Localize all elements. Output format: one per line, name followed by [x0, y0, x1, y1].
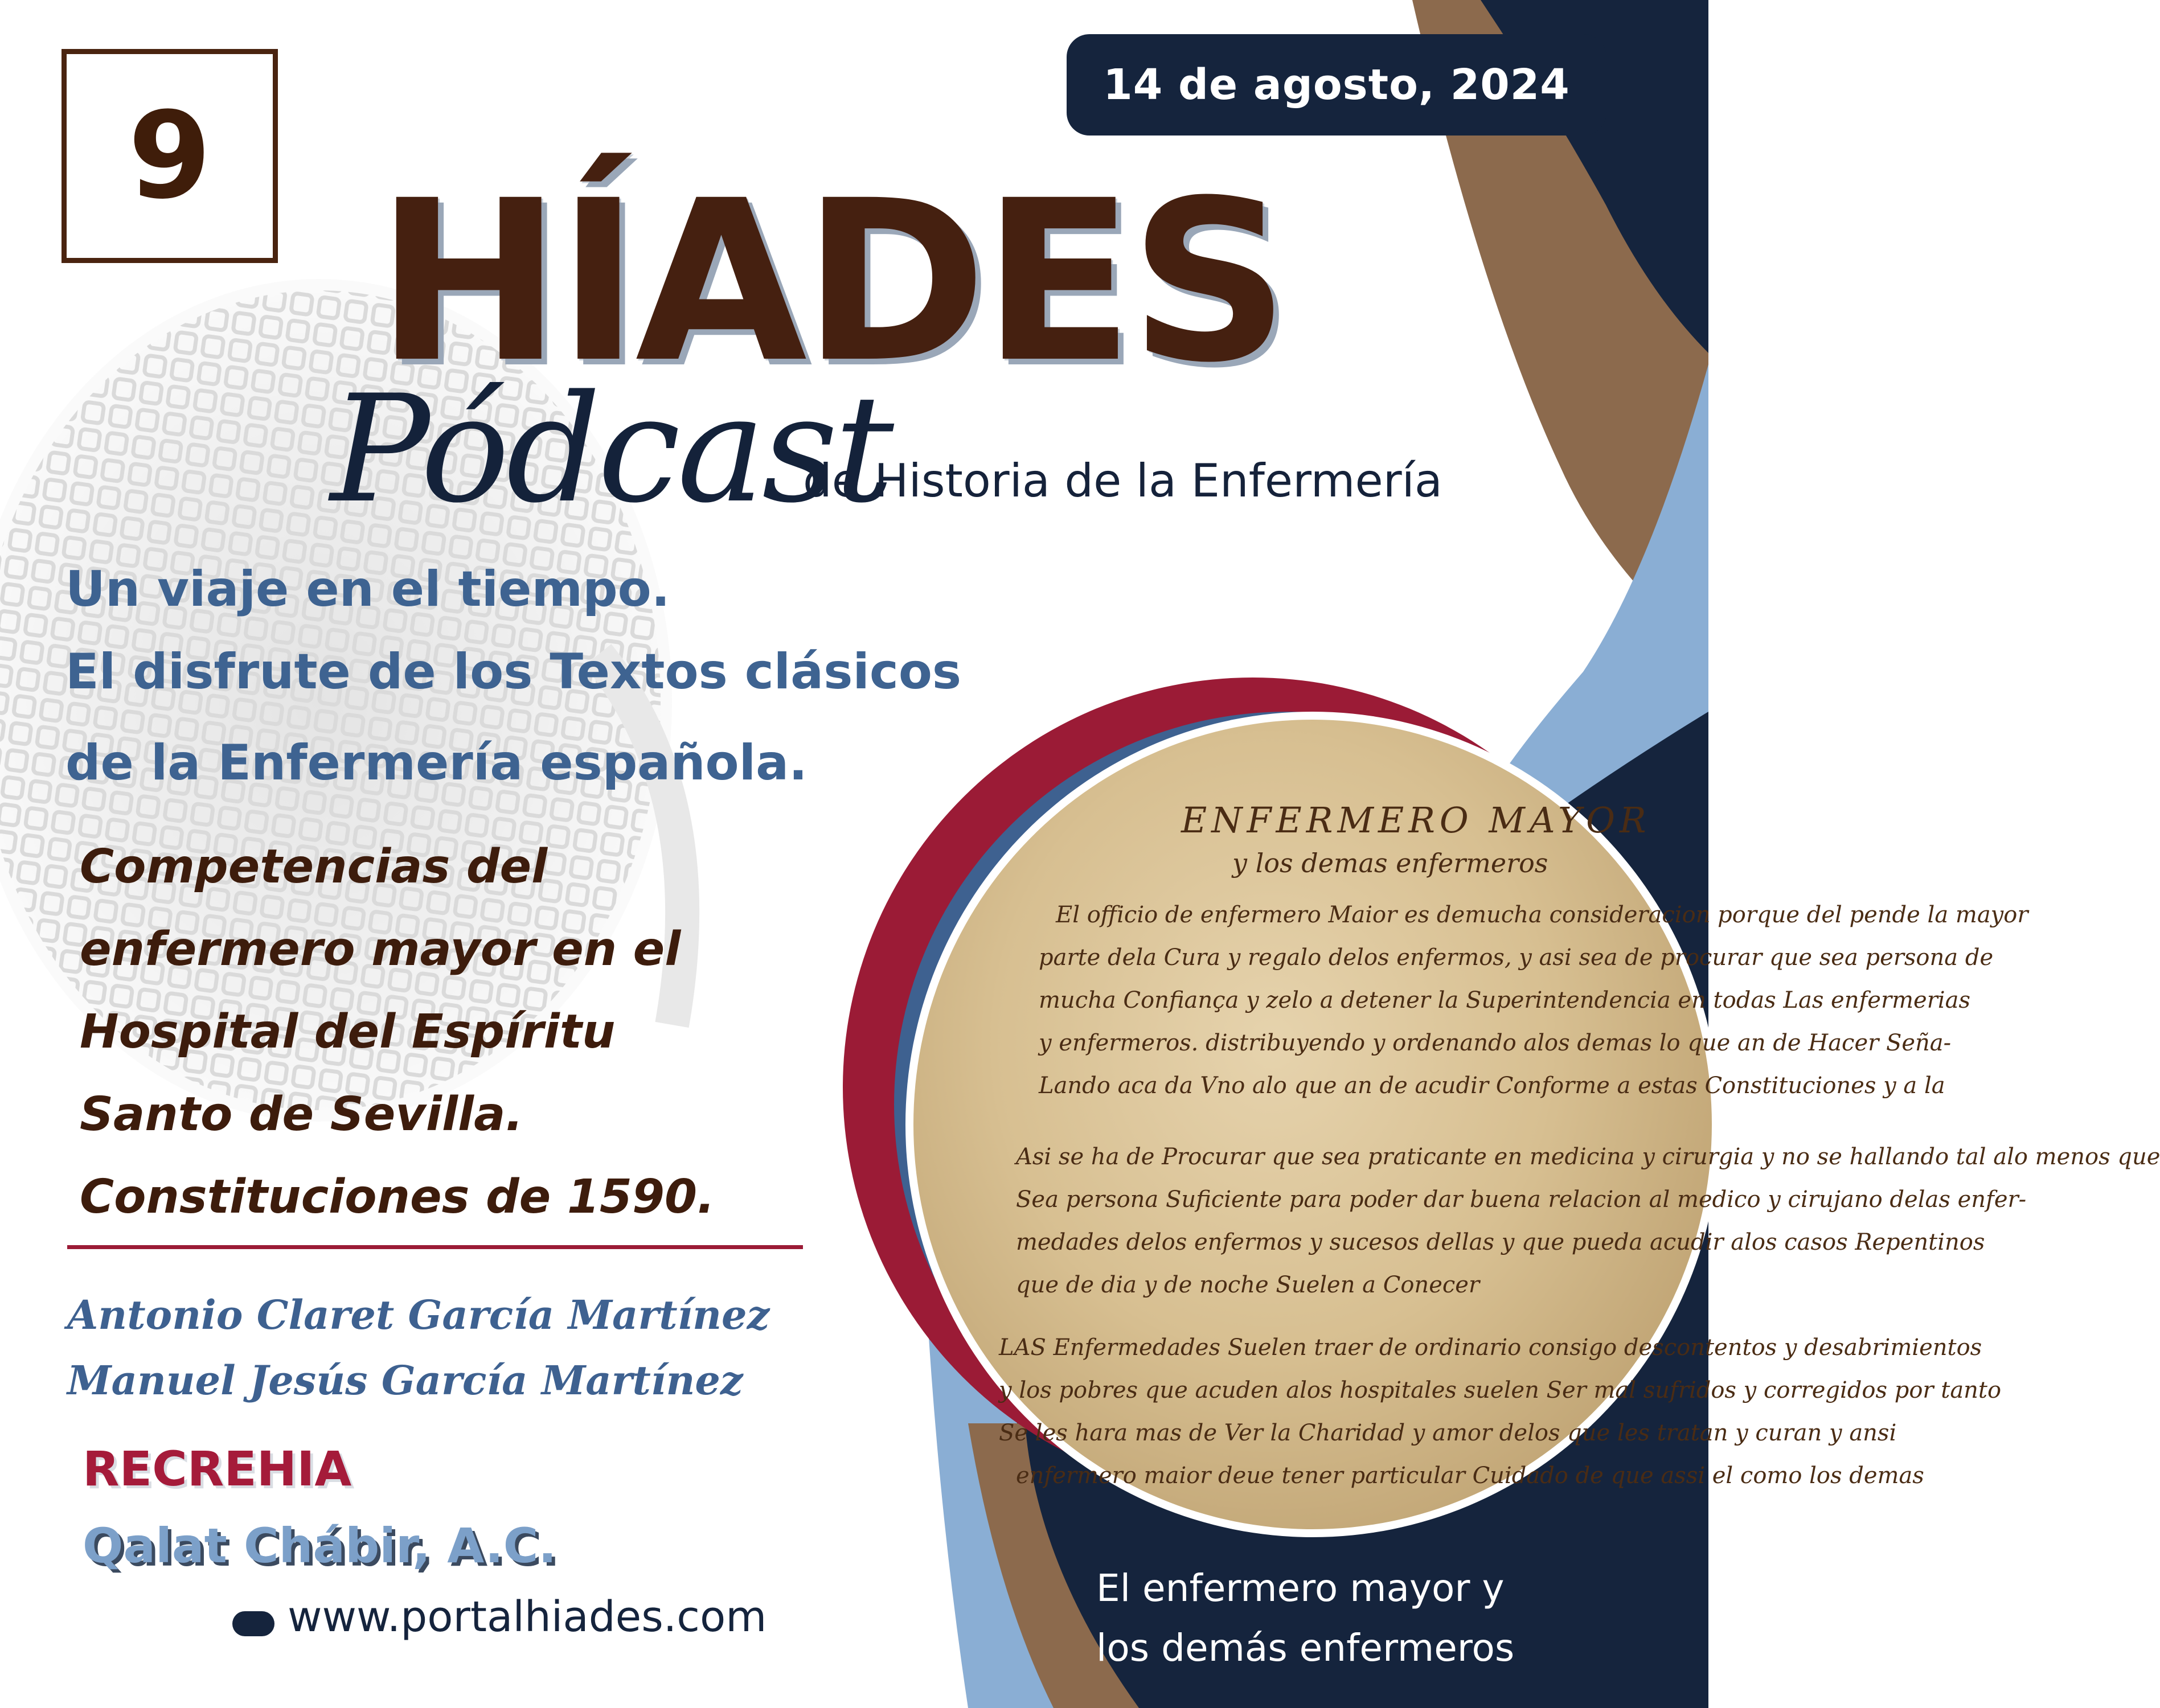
manuscript-heading: ENFERMERO MAYOR [1181, 799, 1651, 841]
episode-title-line: enfermero mayor en el [80, 922, 681, 976]
manuscript-text-line: que de dia y de noche Suelen a Conecer [1016, 1272, 1480, 1298]
episode-title-line: Hospital del Espíritu [80, 1005, 616, 1059]
manuscript-text-line: Asi se ha de Procurar que sea praticante en medicina y cirurgia y no se hallando tal alo menos que [1016, 1144, 2160, 1170]
image-caption-line: los demás enfermeros [1096, 1626, 1515, 1670]
brand-title: HÍADES [376, 153, 1285, 411]
manuscript-subheading: y los demas enfermeros [1232, 848, 1548, 878]
image-caption-line: El enfermero mayor y [1096, 1566, 1505, 1610]
link-icon [232, 1611, 274, 1636]
date-badge [1067, 34, 1606, 136]
tagline-line: de la Enfermería española. [65, 734, 808, 791]
brand-script: Pódcast [330, 364, 891, 536]
manuscript-image [905, 712, 2160, 1537]
date-text: 14 de agosto, 2024 [1103, 60, 1570, 109]
episode-number: 9 [128, 86, 212, 225]
tagline-line: Un viaje en el tiempo. [65, 561, 670, 618]
website-link[interactable]: www.portalhiades.com [288, 1592, 767, 1641]
episode-number-box [62, 49, 278, 263]
author-name: Antonio Claret García Martínez [67, 1291, 770, 1339]
organization-qalat: Qalat Chábir, A.C. [83, 1518, 557, 1574]
manuscript-text-line: Sea persona Suficiente para poder dar buena relacion al medico y cirujano delas enfer- [1016, 1186, 2027, 1213]
author-name: Manuel Jesús García Martínez [67, 1357, 743, 1404]
manuscript-text-line: enfermero maior deue tener particular Cuidado de que assi el como los demas [1016, 1463, 1924, 1489]
episode-title-line: Santo de Sevilla. [80, 1087, 523, 1142]
brand-subtitle: de Historia de la Enfermería [803, 454, 1442, 507]
manuscript-text-line: El officio de enfermero Maior es demucha consideracion porque del pende la mayor [1056, 902, 2028, 928]
manuscript-text-line: y los pobres que acuden alos hospitales suelen Ser mal sufridos y corregidos por tanto [999, 1377, 2002, 1403]
manuscript-text-line: Se les hara mas de Ver la Charidad y amor delos que les tratan y curan y ansi [999, 1420, 1897, 1446]
episode-title-line: Constituciones de 1590. [80, 1170, 715, 1224]
manuscript-text-line: medades delos enfermos y sucesos dellas y que pueda acudir alos casos Repentinos [1016, 1229, 1985, 1255]
tagline-line: El disfrute de los Textos clásicos [65, 643, 962, 700]
manuscript-text-line: LAS Enfermedades Suelen traer de ordinario consigo descontentos y desabrimientos [999, 1335, 1982, 1361]
manuscript-text-line: mucha Confiança y zelo a detener la Superintendencia en todas Las enfermerias [1039, 987, 1970, 1013]
manuscript-text-line: parte dela Cura y regalo delos enfermos, y asi sea de procurar que sea persona de [1039, 945, 1994, 971]
divider [67, 1245, 803, 1249]
manuscript-text-line: y enfermeros. distribuyendo y ordenando alos demas lo que an de Hacer Seña- [1039, 1030, 1952, 1056]
manuscript-text-line: Lando aca da Vno alo que an de acudir Conforme a estas Constituciones y a la [1039, 1073, 1945, 1099]
episode-title-line: Competencias del [80, 840, 548, 894]
organization-recrehia: RECREHIA [83, 1441, 352, 1497]
